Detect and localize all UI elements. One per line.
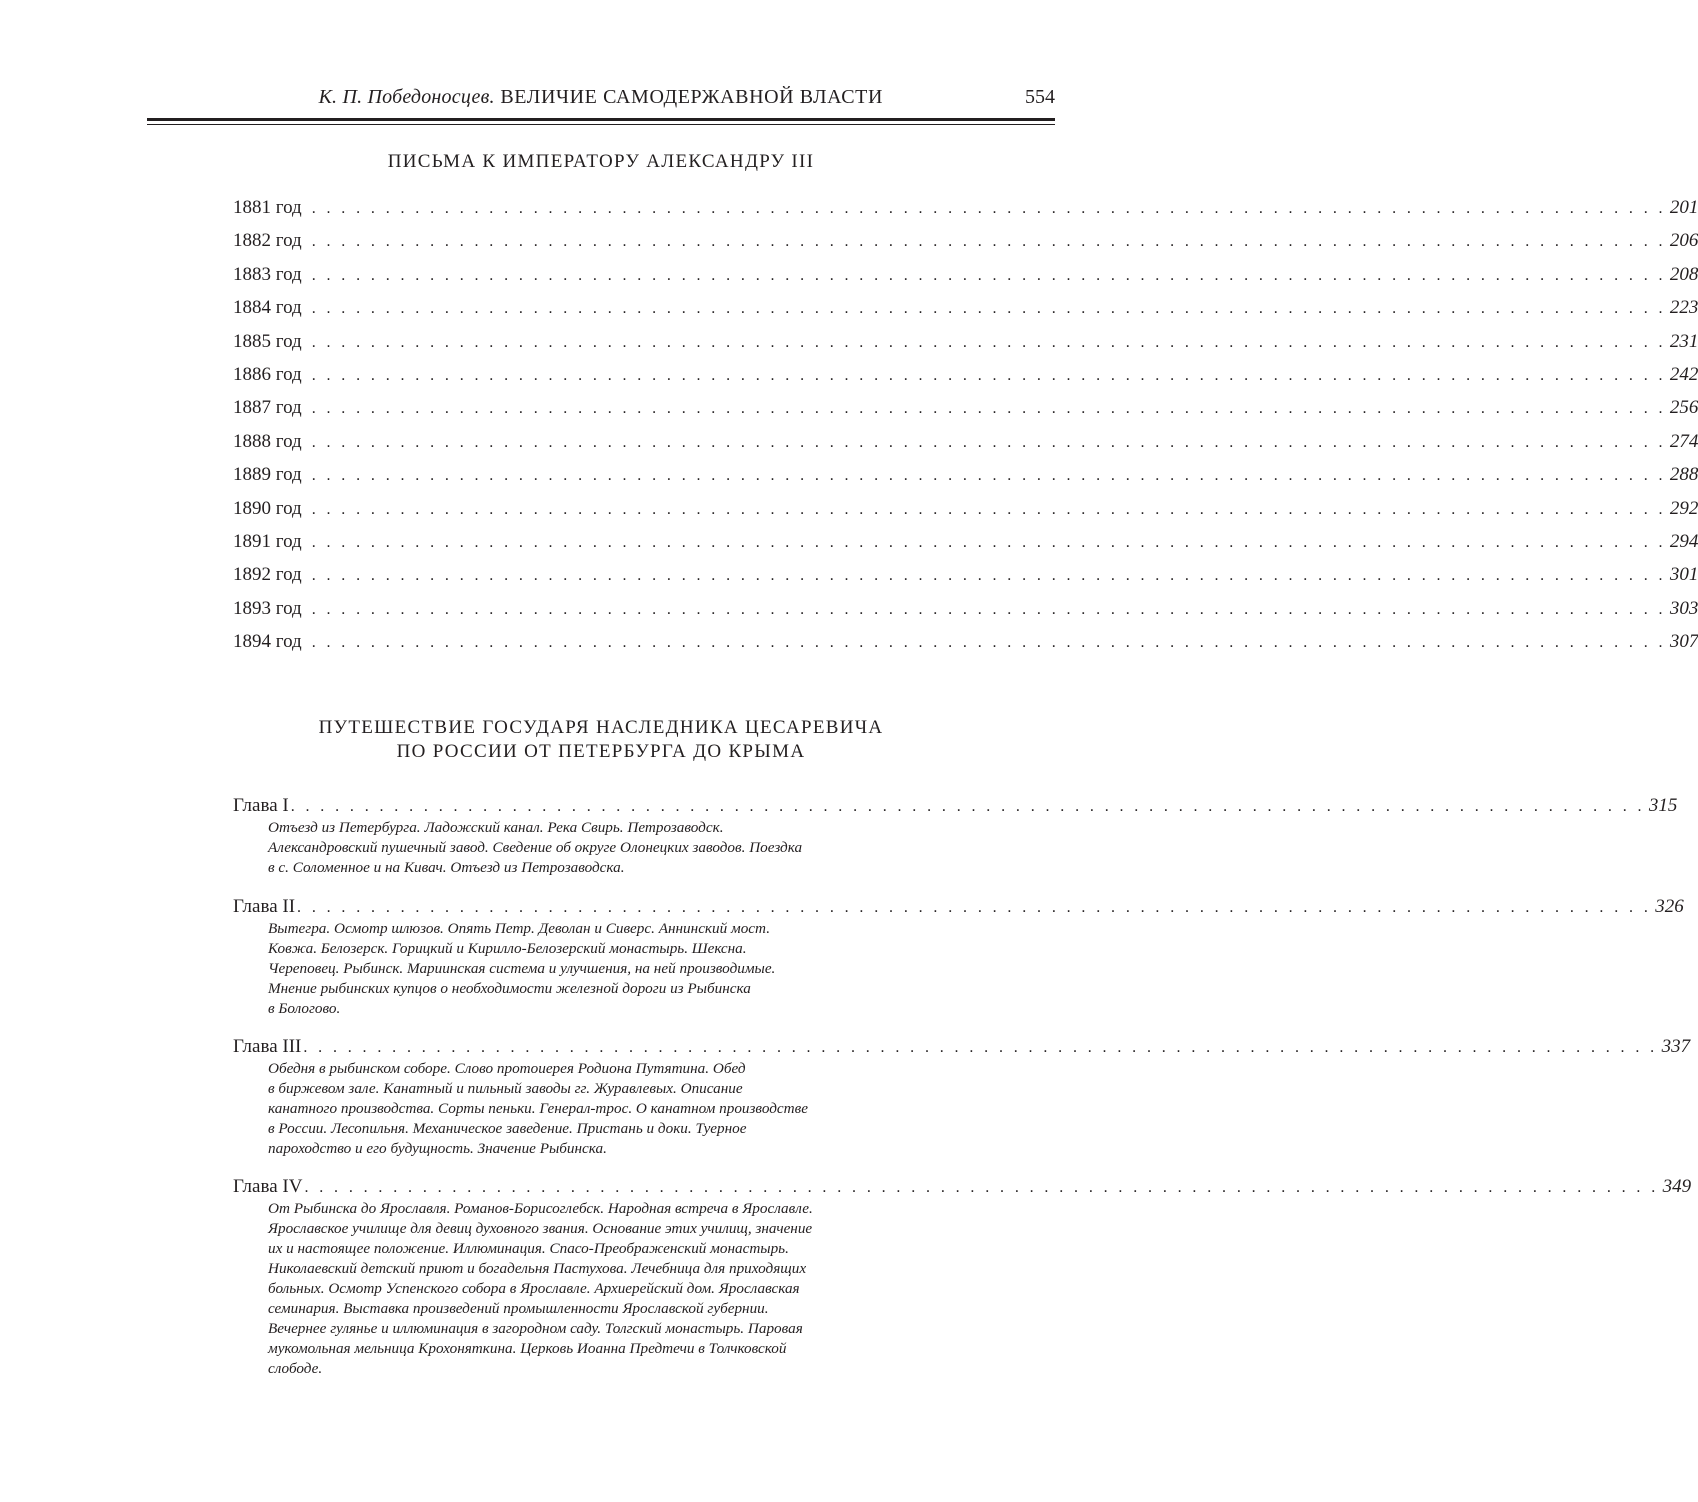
toc-entry-label: 1889 год xyxy=(233,464,302,486)
chapter-entry[interactable] xyxy=(233,1176,1692,1379)
toc-entry[interactable] xyxy=(233,229,1698,262)
chapter-label: Глава I xyxy=(233,795,289,816)
leader-dots: . . . . . . . . . . . . . . . . . . . . . . . . . . . . . . . . . . . . . . . . . . . . . . . . . . . . . . . . . . . . . . . . . . . . . . . . . . . . . . . . . . . . . . . . . . . . xyxy=(304,1179,1659,1196)
toc-entry-label: 1892 год xyxy=(233,564,302,586)
running-title xyxy=(319,86,883,109)
summary-line: Ковжа. Белозерск. Горицкий и Кирилло-Белозерский монастырь. Шексна. xyxy=(268,940,747,957)
toc-entry[interactable] xyxy=(233,430,1698,463)
toc-entry-page: 301 xyxy=(1669,564,1698,586)
chapter-entry[interactable] xyxy=(233,795,1678,878)
toc-entry-label: 1891 год xyxy=(233,530,302,552)
summary-line: их и настоящее положение. Иллюминация. Спасо-Преображенский монастырь. xyxy=(268,1240,789,1257)
summary-line: в биржевом зале. Канатный и пильный заводы гг. Журавлевых. Описание xyxy=(268,1080,743,1097)
leader-dots: . . . . . . . . . . . . . . . . . . . . . . . . . . . . . . . . . . . . . . . . . . . . . . . . . . . . . . . . . . . . . . . . . . . . . . . . . . . . . . . . . . . . . . . . . . . . xyxy=(311,600,1666,618)
chapter-page: 337 xyxy=(1661,1036,1691,1057)
summary-line: пароходство и его будущность. Значение Рыбинска. xyxy=(268,1140,607,1157)
toc-entry-page: 201 xyxy=(1669,197,1698,218)
summary-line: Мнение рыбинских купцов о необходимости железной дороги из Рыбинска xyxy=(268,980,751,997)
toc-entry-page: 206 xyxy=(1669,230,1698,252)
toc-entry-label: 1886 год xyxy=(233,363,302,385)
toc-entry-page: 256 xyxy=(1669,397,1698,419)
chapter-entry[interactable] xyxy=(233,1036,1691,1159)
chapter-summary xyxy=(268,1059,888,1159)
toc-entry[interactable] xyxy=(233,363,1698,396)
leader-dots: . . . . . . . . . . . . . . . . . . . . . . . . . . . . . . . . . . . . . . . . . . . . . . . . . . . . . . . . . . . . . . . . . . . . . . . . . . . . . . . . . . . . . . . . . . . . xyxy=(311,533,1666,551)
running-header xyxy=(147,86,1055,112)
leader-dots: . . . . . . . . . . . . . . . . . . . . . . . . . . . . . . . . . . . . . . . . . . . . . . . . . . . . . . . . . . . . . . . . . . . . . . . . . . . . . . . . . . . . . . . . . . . . xyxy=(311,634,1666,652)
chapter-summary xyxy=(268,818,888,878)
summary-line: в России. Лесопильня. Механическое заведение. Пристань и доки. Туерное xyxy=(268,1120,747,1137)
leader-dots: . . . . . . . . . . . . . . . . . . . . . . . . . . . . . . . . . . . . . . . . . . . . . . . . . . . . . . . . . . . . . . . . . . . . . . . . . . . . . . . . . . . . . . . . . . . . xyxy=(311,567,1666,585)
toc-entry[interactable] xyxy=(233,563,1698,596)
toc-entry[interactable] xyxy=(233,597,1698,630)
toc-entry[interactable] xyxy=(233,396,1698,429)
leader-dots: . . . . . . . . . . . . . . . . . . . . . . . . . . . . . . . . . . . . . . . . . . . . . . . . . . . . . . . . . . . . . . . . . . . . . . . . . . . . . . . . . . . . . . . . . . . . xyxy=(311,266,1666,284)
summary-line: Обедня в рыбинском соборе. Слово протоиерея Родиона Путятина. Обед xyxy=(268,1060,746,1077)
toc-entry-label: 1885 год xyxy=(233,330,302,352)
summary-line: Ярославское училище для девиц духовного звания. Основание этих училищ, значение xyxy=(268,1220,813,1237)
toc-entry-page: 223 xyxy=(1669,297,1698,319)
summary-line: Вечернее гулянье и иллюминация в загородном саду. Толгский монастырь. Паровая xyxy=(268,1320,803,1337)
chapter-entry[interactable] xyxy=(233,896,1684,1019)
toc-entry[interactable] xyxy=(233,463,1698,496)
leader-dots: . . . . . . . . . . . . . . . . . . . . . . . . . . . . . . . . . . . . . . . . . . . . . . . . . . . . . . . . . . . . . . . . . . . . . . . . . . . . . . . . . . . . . . . . . . . . xyxy=(290,798,1645,815)
toc-entry-label: 1884 год xyxy=(233,297,302,319)
header-rule-thick xyxy=(147,118,1055,121)
summary-line: в с. Соломенное и на Кивач. Отъезд из Петрозаводска. xyxy=(268,859,625,876)
chapter-page: 349 xyxy=(1662,1176,1692,1197)
toc-entry[interactable] xyxy=(233,630,1698,663)
summary-line: больных. Осмотр Успенского собора в Ярославле. Архиерейский дом. Ярославская xyxy=(268,1280,800,1297)
toc-entry-page: 231 xyxy=(1669,330,1698,352)
toc-entry-page: 292 xyxy=(1669,497,1698,519)
running-author: К. П. Победоносцев. xyxy=(318,86,495,108)
summary-line: канатного производства. Сорты пеньки. Генерал-трос. О канатном производстве xyxy=(268,1100,808,1117)
leader-dots: . . . . . . . . . . . . . . . . . . . . . . . . . . . . . . . . . . . . . . . . . . . . . . . . . . . . . . . . . . . . . . . . . . . . . . . . . . . . . . . . . . . . . . . . . . . . xyxy=(297,899,1652,916)
chapter-summary xyxy=(268,919,888,1019)
section-title-letters: ПИСЬМА К ИМПЕРАТОРУ АЛЕКСАНДРУ III xyxy=(387,151,815,172)
toc-entry-page: 307 xyxy=(1669,631,1698,653)
page-number: 554 xyxy=(1025,86,1055,108)
chapter-summary xyxy=(268,1199,888,1379)
chapter-page: 315 xyxy=(1648,795,1678,816)
summary-line: в Бологово. xyxy=(268,1000,341,1017)
leader-dots: . . . . . . . . . . . . . . . . . . . . . . . . . . . . . . . . . . . . . . . . . . . . . . . . . . . . . . . . . . . . . . . . . . . . . . . . . . . . . . . . . . . . . . . . . . . . xyxy=(311,400,1666,418)
summary-line: семинария. Выставка произведений промышленности Ярославской губернии. xyxy=(268,1300,769,1317)
toc-entry-label: 1890 год xyxy=(233,497,302,519)
leader-dots: . . . . . . . . . . . . . . . . . . . . . . . . . . . . . . . . . . . . . . . . . . . . . . . . . . . . . . . . . . . . . . . . . . . . . . . . . . . . . . . . . . . . . . . . . . . . xyxy=(311,300,1666,318)
toc-entry[interactable] xyxy=(233,330,1698,363)
toc-entry[interactable] xyxy=(233,530,1698,563)
leader-dots: . . . . . . . . . . . . . . . . . . . . . . . . . . . . . . . . . . . . . . . . . . . . . . . . . . . . . . . . . . . . . . . . . . . . . . . . . . . . . . . . . . . . . . . . . . . . xyxy=(311,333,1666,351)
leader-dots: . . . . . . . . . . . . . . . . . . . . . . . . . . . . . . . . . . . . . . . . . . . . . . . . . . . . . . . . . . . . . . . . . . . . . . . . . . . . . . . . . . . . . . . . . . . . xyxy=(311,366,1666,384)
toc-entry-page: 208 xyxy=(1669,263,1698,285)
summary-line: слободе. xyxy=(268,1360,323,1377)
toc-entry-label: 1894 год xyxy=(233,631,302,653)
leader-dots: . . . . . . . . . . . . . . . . . . . . . . . . . . . . . . . . . . . . . . . . . . . . . . . . . . . . . . . . . . . . . . . . . . . . . . . . . . . . . . . . . . . . . . . . . . . . xyxy=(311,500,1666,518)
toc-entry-label: 1883 год xyxy=(233,263,302,285)
toc-entry-label: 1893 год xyxy=(233,597,302,619)
header-rule-thin xyxy=(147,124,1055,125)
toc-entry-page: 288 xyxy=(1669,464,1698,486)
leader-dots: . . . . . . . . . . . . . . . . . . . . . . . . . . . . . . . . . . . . . . . . . . . . . . . . . . . . . . . . . . . . . . . . . . . . . . . . . . . . . . . . . . . . . . . . . . . . xyxy=(311,433,1666,451)
toc-entry-page: 294 xyxy=(1669,530,1698,552)
leader-dots: . . . . . . . . . . . . . . . . . . . . . . . . . . . . . . . . . . . . . . . . . . . . . . . . . . . . . . . . . . . . . . . . . . . . . . . . . . . . . . . . . . . . . . . . . . . . xyxy=(303,1039,1658,1056)
toc-entry-label: 1887 год xyxy=(233,397,302,419)
chapter-label: Глава IV xyxy=(233,1176,303,1197)
leader-dots: . . . . . . . . . . . . . . . . . . . . . . . . . . . . . . . . . . . . . . . . . . . . . . . . . . . . . . . . . . . . . . . . . . . . . . . . . . . . . . . . . . . . . . . . . . . . xyxy=(311,200,1666,217)
section-title-line: ПО РОССИИ ОТ ПЕТЕРБУРГА ДО КРЫМА xyxy=(396,741,806,762)
section-title-journey xyxy=(147,716,1055,764)
chapter-page: 326 xyxy=(1655,896,1684,917)
summary-line: От Рыбинска до Ярославля. Романов-Борисоглебск. Народная встреча в Ярославле. xyxy=(268,1200,813,1217)
toc-entry-page: 274 xyxy=(1669,430,1698,452)
toc-entry-label: 1881 год xyxy=(233,197,302,218)
toc-entry-page: 242 xyxy=(1669,363,1698,385)
toc-letters-list xyxy=(233,196,1698,663)
toc-entry-page: 303 xyxy=(1669,597,1698,619)
toc-entry[interactable] xyxy=(233,497,1698,530)
summary-line: мукомольная мельница Крохоняткина. Церковь Иоанна Предтечи в Толчковской xyxy=(268,1340,787,1357)
toc-entry[interactable] xyxy=(233,196,1698,229)
leader-dots: . . . . . . . . . . . . . . . . . . . . . . . . . . . . . . . . . . . . . . . . . . . . . . . . . . . . . . . . . . . . . . . . . . . . . . . . . . . . . . . . . . . . . . . . . . . . xyxy=(311,467,1666,485)
toc-entry[interactable] xyxy=(233,263,1698,296)
summary-line: Отъезд из Петербурга. Ладожский канал. Река Свирь. Петрозаводск. xyxy=(268,819,724,836)
toc-entry-label: 1882 год xyxy=(233,230,302,252)
running-book-title: ВЕЛИЧИЕ САМОДЕРЖАВНОЙ ВЛАСТИ xyxy=(500,86,883,108)
toc-entry-label: 1888 год xyxy=(233,430,302,452)
summary-line: Вытегра. Осмотр шлюзов. Опять Петр. Деволан и Сиверс. Аннинский мост. xyxy=(268,920,770,937)
leader-dots: . . . . . . . . . . . . . . . . . . . . . . . . . . . . . . . . . . . . . . . . . . . . . . . . . . . . . . . . . . . . . . . . . . . . . . . . . . . . . . . . . . . . . . . . . . . . xyxy=(311,233,1666,251)
section-title-line: ПУТЕШЕСТВИЕ ГОСУДАРЯ НАСЛЕДНИКА ЦЕСАРЕВИЧА xyxy=(318,717,884,738)
summary-line: Николаевский детский приют и богадельня Пастухова. Лечебница для приходящих xyxy=(268,1260,807,1277)
chapter-label: Глава III xyxy=(233,1036,302,1057)
chapter-label: Глава II xyxy=(233,896,296,917)
summary-line: Череповец. Рыбинск. Мариинская система и улучшения, на ней производимые. xyxy=(268,960,776,977)
toc-entry[interactable] xyxy=(233,296,1698,329)
summary-line: Александровский пушечный завод. Сведение об округе Олонецких заводов. Поездка xyxy=(268,839,803,856)
